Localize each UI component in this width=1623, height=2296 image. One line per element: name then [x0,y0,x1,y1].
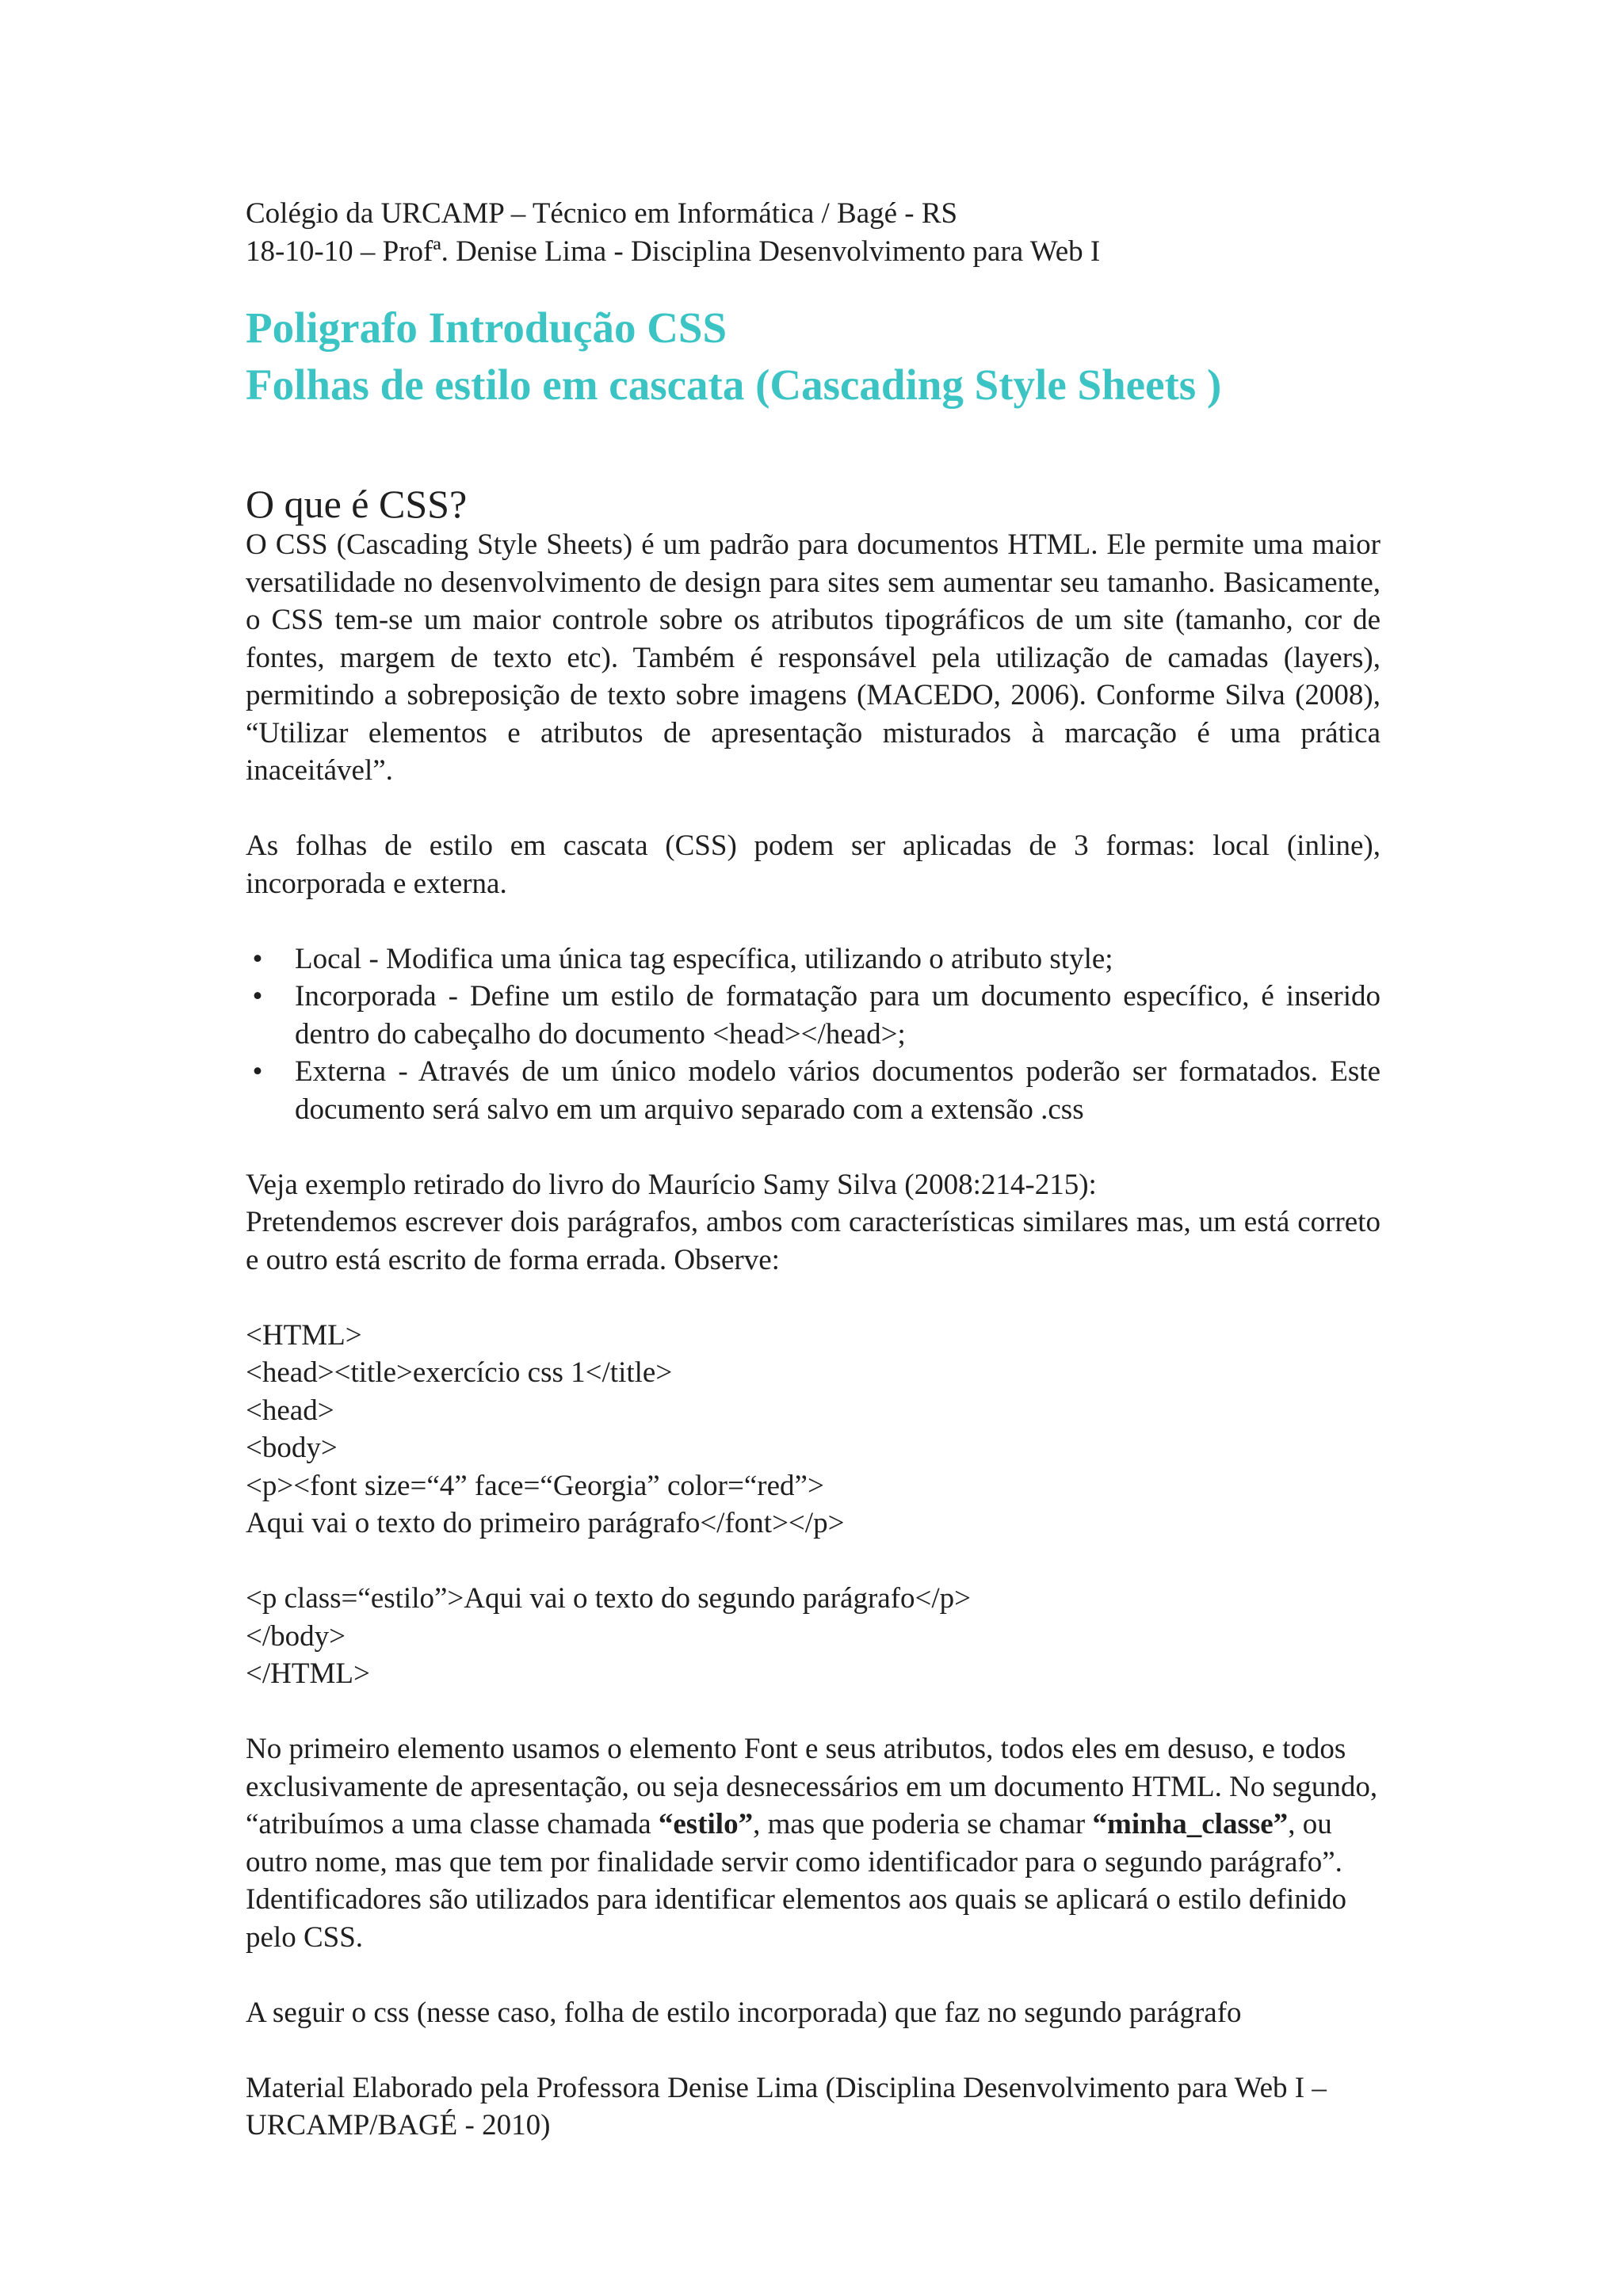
paragraph-forms: As folhas de estilo em cascata (CSS) podem ser aplicadas de 3 formas: local (inline), incorporada e externa. [246,830,1381,900]
paragraph-intro: O CSS (Cascading Style Sheets) é um padrão para documentos HTML. Ele permite uma maior versatilidade no desenvolvimento de design para sites sem aumentar seu tamanho. Basicamente, o CSS tem-se um maior controle sobre os atributos tipográficos de um site (tamanho, cor de fontes, margem de texto etc). Também é responsável pela utilização de camadas (layers), permitindo a sobreposição de texto sobre imagens (MACEDO, 2006). Conforme Silva (2008), “Utilizar elementos e atributos de apresentação misturados à marcação é uma prática inaceitável”. [246,528,1381,787]
explanation-text: , mas que poderia se chamar [753,1808,1093,1840]
list-item-text: Externa - Através de um único modelo vários documentos poderão ser formatados. Este documento será salvo em um arquivo separado com a extensão .css [295,1055,1381,1126]
paragraph-example-intro: Pretendemos escrever dois parágrafos, ambos com características similares mas, um está correto e outro está escrito de forma errada. Observe: [246,1206,1381,1276]
document-page [246,195,1381,2145]
paragraph-next: A seguir o css (nesse caso, folha de estilo incorporada) que faz no segundo parágrafo [246,1996,1242,2029]
code-line: <HTML> [246,1318,362,1352]
class-name-minha-classe: “minha_classe” [1092,1808,1289,1840]
document-header [246,195,1381,271]
list-item [246,978,1381,1053]
code-example-part-2 [246,1580,1381,1693]
paragraph-explanation [246,1730,1381,1956]
bullet-icon: • [252,980,263,1013]
title-line-2: Folhas de estilo em cascata (Cascading Style Sheets ) [246,360,1222,409]
list-item [246,1053,1381,1128]
code-line: <p class=“estilo”>Aqui vai o texto do segundo parágrafo</p> [246,1582,972,1615]
section-heading: O que é CSS? [246,482,468,526]
list-item [246,940,1381,978]
code-line: <p><font size=“4” face=“Georgia” color=“red”> [246,1469,824,1502]
explanation-text: No primeiro elemento usamos o elemento Font e seus atributos, todos eles em desuso, e todos exclusivamente de apresentação, ou seja desnecessários em um documento HTML. No segundo, “atribuímos a uma classe chamada [246,1733,1378,1840]
list-item-text: Incorporada - Define um estilo de formatação para um documento específico, é inserido dentro do cabeçalho do documento <head></head>; [295,980,1381,1051]
code-line: <body> [246,1432,338,1464]
header-line-course: 18-10-10 – Profª. Denise Lima - Disciplina Desenvolvimento para Web I [246,235,1101,268]
paragraph-example-source: Veja exemplo retirado do livro do Maurício Samy Silva (2008:214-215): [246,1168,1097,1201]
code-line: <head><title>exercício css 1</title> [246,1356,673,1389]
forms-list [246,940,1381,1129]
bullet-icon: • [252,942,263,975]
explanation-text: , ou outro nome, mas que tem por finalidade servir como identificador para o segundo parágrafo”. Identificadores são utilizados para identificar elementos aos quais se aplicará o estilo definido pelo CSS. [246,1808,1347,1954]
bullet-icon: • [252,1055,263,1088]
document-footer: Material Elaborado pela Professora Denise Lima (Disciplina Desenvolvimento para Web I – URCAMP/BAGÉ - 2010) [246,2071,1327,2142]
code-example-part-1 [246,1317,1381,1543]
code-line: <head> [246,1394,334,1427]
document-title [246,299,1381,414]
header-line-school: Colégio da URCAMP – Técnico em Informática / Bagé - RS [246,197,958,230]
title-line-1: Poligrafo Introdução CSS [246,303,727,352]
code-line: Aqui vai o texto do primeiro parágrafo</font></p> [246,1507,845,1539]
class-name-estilo: “estilo” [658,1808,754,1840]
code-line: </body> [246,1619,346,1653]
code-line: </HTML> [246,1657,370,1690]
list-item-text: Local - Modifica uma única tag específica, utilizando o atributo style; [295,942,1113,975]
